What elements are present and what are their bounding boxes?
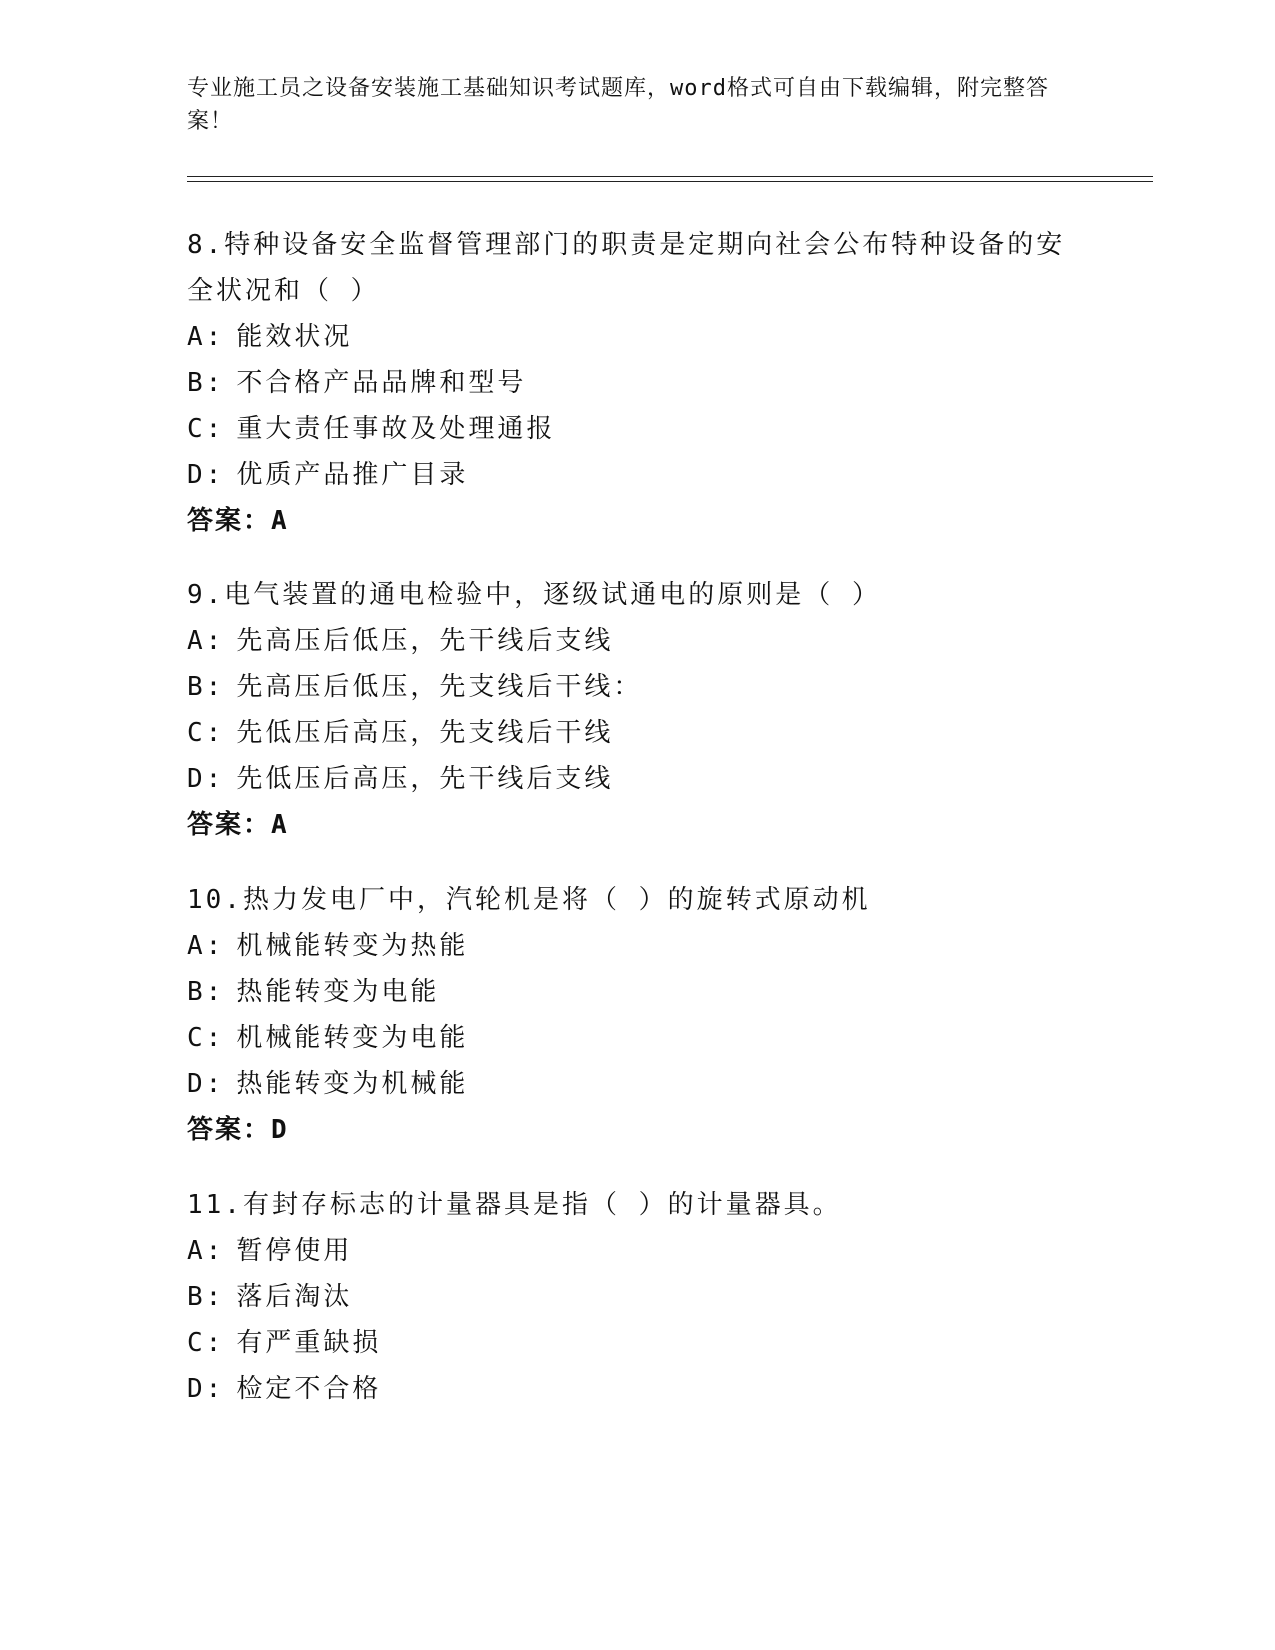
option-letter: A: (187, 626, 225, 656)
option-c (187, 1015, 1067, 1061)
question-text: 9.电气装置的通电检验中，逐级试通电的原则是（ ） (187, 580, 881, 610)
question-9 (187, 572, 1067, 848)
option-text: 机械能转变为热能 (236, 931, 469, 961)
question-text: 11.有封存标志的计量器具是指（ ）的计量器具。 (187, 1190, 842, 1220)
header-divider (187, 176, 1153, 182)
option-text: 暂停使用 (236, 1236, 353, 1266)
option-c (187, 710, 1067, 756)
question-text: 10.热力发电厂中，汽轮机是将（ ）的旋转式原动机 (187, 885, 871, 915)
option-letter: D: (187, 764, 225, 794)
option-text: 热能转变为电能 (236, 977, 440, 1007)
option-text: 先低压后高压，先干线后支线 (236, 764, 614, 794)
option-text: 优质产品推广目录 (236, 460, 469, 490)
option-b (187, 360, 1067, 406)
option-d (187, 1061, 1067, 1107)
option-letter: B: (187, 977, 225, 1007)
option-text: 先低压后高压，先支线后干线 (236, 718, 614, 748)
option-a (187, 618, 1067, 664)
option-letter: A: (187, 322, 225, 352)
option-d (187, 756, 1067, 802)
answer-line: 答案：D (187, 1115, 289, 1145)
option-letter: C: (187, 1023, 225, 1053)
option-a (187, 314, 1067, 360)
option-a (187, 1228, 1067, 1274)
option-letter: C: (187, 1328, 225, 1358)
option-b (187, 969, 1067, 1015)
option-text: 有严重缺损 (236, 1328, 382, 1358)
option-c (187, 1320, 1067, 1366)
option-letter: B: (187, 368, 225, 398)
question-8 (187, 222, 1067, 544)
option-d (187, 452, 1067, 498)
option-text: 检定不合格 (236, 1374, 382, 1404)
option-letter: C: (187, 718, 225, 748)
option-text: 重大责任事故及处理通报 (236, 414, 556, 444)
option-letter: A: (187, 931, 225, 961)
option-letter: C: (187, 414, 225, 444)
option-letter: D: (187, 1069, 225, 1099)
option-letter: D: (187, 1374, 225, 1404)
option-letter: A: (187, 1236, 225, 1266)
option-c (187, 406, 1067, 452)
option-a (187, 923, 1067, 969)
option-text: 不合格产品品牌和型号 (236, 368, 527, 398)
option-b (187, 1274, 1067, 1320)
option-letter: B: (187, 672, 225, 702)
question-11 (187, 1182, 1067, 1412)
answer-line: 答案：A (187, 810, 289, 840)
option-b (187, 664, 1067, 710)
option-text: 先高压后低压，先支线后干线： (236, 672, 643, 702)
option-text: 热能转变为机械能 (236, 1069, 469, 1099)
answer-line: 答案：A (187, 506, 289, 536)
option-text: 能效状况 (236, 322, 353, 352)
option-text: 先高压后低压，先干线后支线 (236, 626, 614, 656)
question-10 (187, 877, 1067, 1153)
option-letter: B: (187, 1282, 225, 1312)
option-text: 落后淘汰 (236, 1282, 353, 1312)
option-letter: D: (187, 460, 225, 490)
option-d (187, 1366, 1067, 1412)
question-text: 8.特种设备安全监督管理部门的职责是定期向社会公布特种设备的安全状况和（ ） (187, 230, 1066, 306)
option-text: 机械能转变为电能 (236, 1023, 469, 1053)
document-header: 专业施工员之设备安装施工基础知识考试题库，word格式可自由下载编辑，附完整答案！ (187, 76, 1049, 134)
